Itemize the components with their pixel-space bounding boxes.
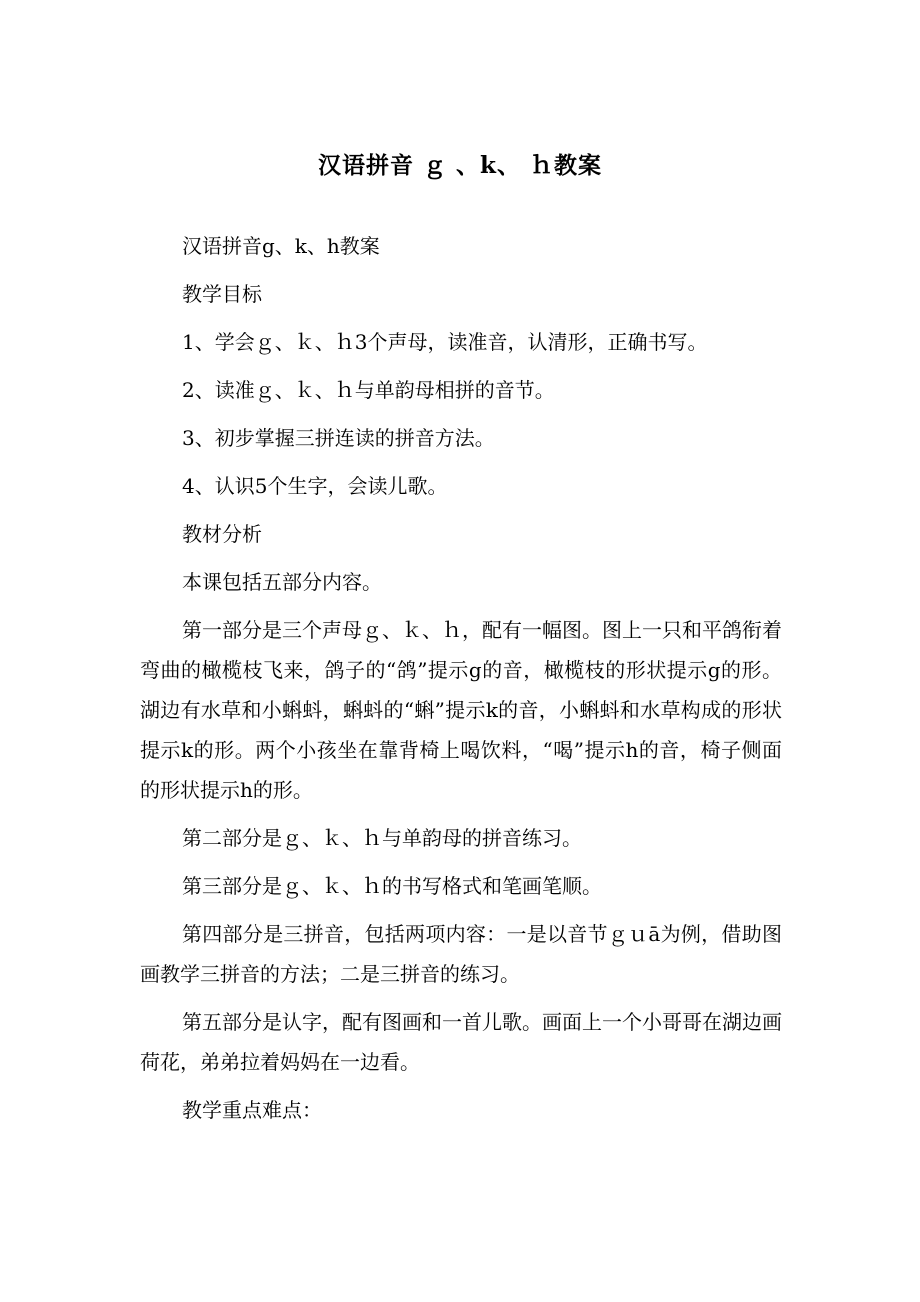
paragraph: 2、读准ｇ、ｋ、ｈ与单韵母相拼的音节。 xyxy=(182,378,555,402)
paragraph: 第五部分是认字，配有图画和一首儿歌。画面上一个小哥哥在湖边画荷花，弟弟拉着妈妈在一边看。 xyxy=(140,1010,782,1074)
paragraph: 第三部分是ｇ、ｋ、ｈ的书写格式和笔画笔顺。 xyxy=(182,874,602,898)
paragraph: 第二部分是ｇ、ｋ、ｈ与单韵母的拼音练习。 xyxy=(182,826,582,850)
paragraph: 教材分析 xyxy=(182,522,262,546)
document-title: 汉语拼音 ｇ 、k、 ｈ教案 xyxy=(318,152,602,179)
paragraph: 4、认识5个生字，会读儿歌。 xyxy=(182,474,448,498)
paragraph: 汉语拼音g、k、h教案 xyxy=(182,234,380,258)
paragraph: 3、初步掌握三拼连读的拼音方法。 xyxy=(182,426,495,450)
paragraph: 第四部分是三拼音，包括两项内容：一是以音节ｇｕā为例，借助图画教学三拼音的方法；二是三拼音的练习。 xyxy=(140,922,782,986)
paragraph: 教学目标 xyxy=(182,282,262,306)
paragraph: 本课包括五部分内容。 xyxy=(182,570,382,594)
paragraph: 1、学会ｇ、ｋ、ｈ3个声母，读准音，认清形，正确书写。 xyxy=(182,330,708,354)
document-body xyxy=(140,226,782,1138)
paragraph: 第一部分是三个声母ｇ、ｋ、ｈ，配有一幅图。图上一只和平鸽衔着弯曲的橄榄枝飞来，鸽子的“鸽”提示g的音，橄榄枝的形状提示g的形。湖边有水草和小蝌蚪，蝌蚪的“蝌”提示k的音，小蝌蚪和水草构成的形状提示k的形。两个小孩坐在靠背椅上喝饮料，“喝”提示h的音，椅子侧面的形状提示h的形。 xyxy=(140,618,782,802)
paragraph: 教学重点难点： xyxy=(182,1098,322,1122)
